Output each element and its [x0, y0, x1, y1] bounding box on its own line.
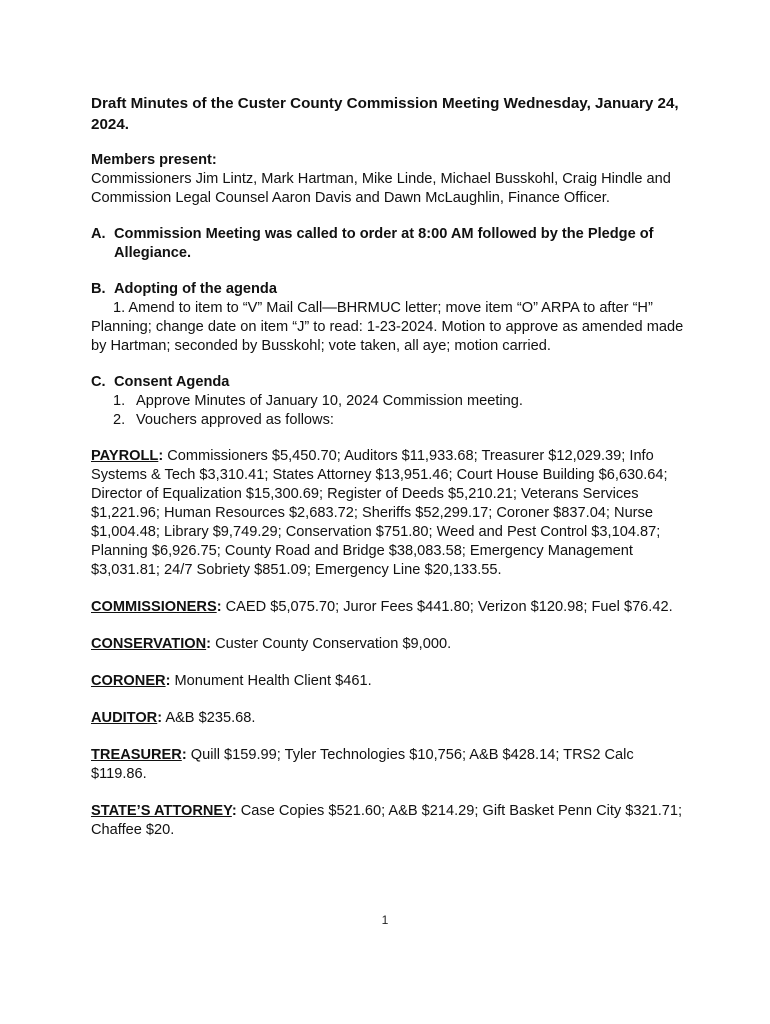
- voucher-payroll: [91, 447, 691, 580]
- section-c-heading-row: [91, 373, 691, 392]
- section-b-heading: Adopting of the agenda: [114, 281, 277, 297]
- document-body: [91, 93, 691, 858]
- section-c: [91, 373, 691, 430]
- section-c-heading: Consent Agenda: [114, 374, 230, 390]
- members-present: [91, 151, 691, 208]
- list-item: [91, 392, 691, 411]
- voucher-category-text: Quill $159.99; Tyler Technologies $10,756; A&B $428.14; TRS2 Calc $119.86.: [91, 747, 634, 782]
- section-b-text: 1. Amend to item to “V” Mail Call—BHRMUC letter; move item “O” ARPA to after “H” Planning; change date on item “J” to read: 1-23-2024. Motion to approve as amended made by Hartman; seconded by Busskohl; vote taken, all aye; motion carried.: [91, 300, 684, 354]
- section-c-letter: C.: [91, 374, 106, 390]
- voucher-auditor: [91, 709, 691, 728]
- voucher-category-label: PAYROLL: [91, 448, 159, 464]
- voucher-commissioners: [91, 598, 691, 617]
- voucher-category-label: TREASURER: [91, 747, 182, 763]
- voucher-treasurer: [91, 746, 691, 784]
- list-item-number: 1.: [113, 393, 126, 409]
- section-b: [91, 280, 691, 356]
- list-item: [91, 411, 691, 430]
- voucher-category-text: Commissioners $5,450.70; Auditors $11,933.68; Treasurer $12,029.39; Info Systems & Tech $3,310.41; States Attorney $13,951.46; Court House Building $6,630.64; Director of Equalization $15,300.69; Register of Deeds $5,210.21; Veterans Services $1,221.96; Human Resources $2,683.72; Sheriffs $52,299.17; Coroner $837.04; Nurse $1,004.48; Library $9,749.29; Conservation $751.80; Weed and Pest Control $3,104.87; Planning $6,926.75; County Road and Bridge $38,083.58; Emergency Management $3,031.81; 24/7 Sobriety $851.09; Emergency Line $20,133.55.: [91, 448, 668, 578]
- members-present-label: Members present:: [91, 152, 217, 168]
- voucher-states-attorney: [91, 802, 691, 840]
- voucher-category-colon: :: [158, 448, 164, 464]
- voucher-category-text: A&B $235.68.: [162, 710, 256, 726]
- voucher-category-colon: :: [206, 636, 212, 652]
- voucher-category-colon: :: [165, 673, 171, 689]
- section-a-heading: Commission Meeting was called to order at 8:00 AM followed by the Pledge of Allegiance.: [114, 226, 654, 261]
- section-b-letter: B.: [91, 281, 106, 297]
- voucher-coroner: [91, 672, 691, 691]
- voucher-category-colon: :: [157, 710, 163, 726]
- section-b-heading-row: [91, 280, 691, 299]
- list-item-number: 2.: [113, 412, 126, 428]
- section-a: [91, 225, 691, 263]
- section-a-letter: A.: [91, 226, 106, 242]
- voucher-category-label: CONSERVATION: [91, 636, 207, 652]
- voucher-category-colon: :: [181, 747, 187, 763]
- voucher-category-text: Case Copies $521.60; A&B $214.29; Gift Basket Penn City $321.71; Chaffee $20.: [91, 803, 683, 838]
- list-item-text: Approve Minutes of January 10, 2024 Commission meeting.: [136, 393, 523, 409]
- voucher-conservation: [91, 635, 691, 654]
- voucher-category-text: CAED $5,075.70; Juror Fees $441.80; Verizon $120.98; Fuel $76.42.: [221, 599, 673, 615]
- consent-agenda-list: [91, 392, 691, 430]
- voucher-category-colon: :: [216, 599, 222, 615]
- document-title: Draft Minutes of the Custer County Commission Meeting Wednesday, January 24, 2024.: [91, 95, 679, 133]
- list-item-text: Vouchers approved as follows:: [136, 412, 334, 428]
- voucher-category-label: STATE’S ATTORNEY: [91, 803, 232, 819]
- voucher-category-label: COMMISSIONERS: [91, 599, 217, 615]
- page-number: 1: [381, 913, 389, 927]
- voucher-category-colon: :: [231, 803, 237, 819]
- voucher-category-label: CORONER: [91, 673, 166, 689]
- voucher-category-text: Custer County Conservation $9,000.: [211, 636, 452, 652]
- voucher-category-label: AUDITOR: [91, 710, 158, 726]
- voucher-category-text: Monument Health Client $461.: [170, 673, 372, 689]
- members-present-text: Commissioners Jim Lintz, Mark Hartman, Mike Linde, Michael Busskohl, Craig Hindle and Commission Legal Counsel Aaron Davis and Dawn McLaughlin, Finance Officer.: [91, 171, 671, 206]
- section-a-heading-row: [91, 225, 691, 263]
